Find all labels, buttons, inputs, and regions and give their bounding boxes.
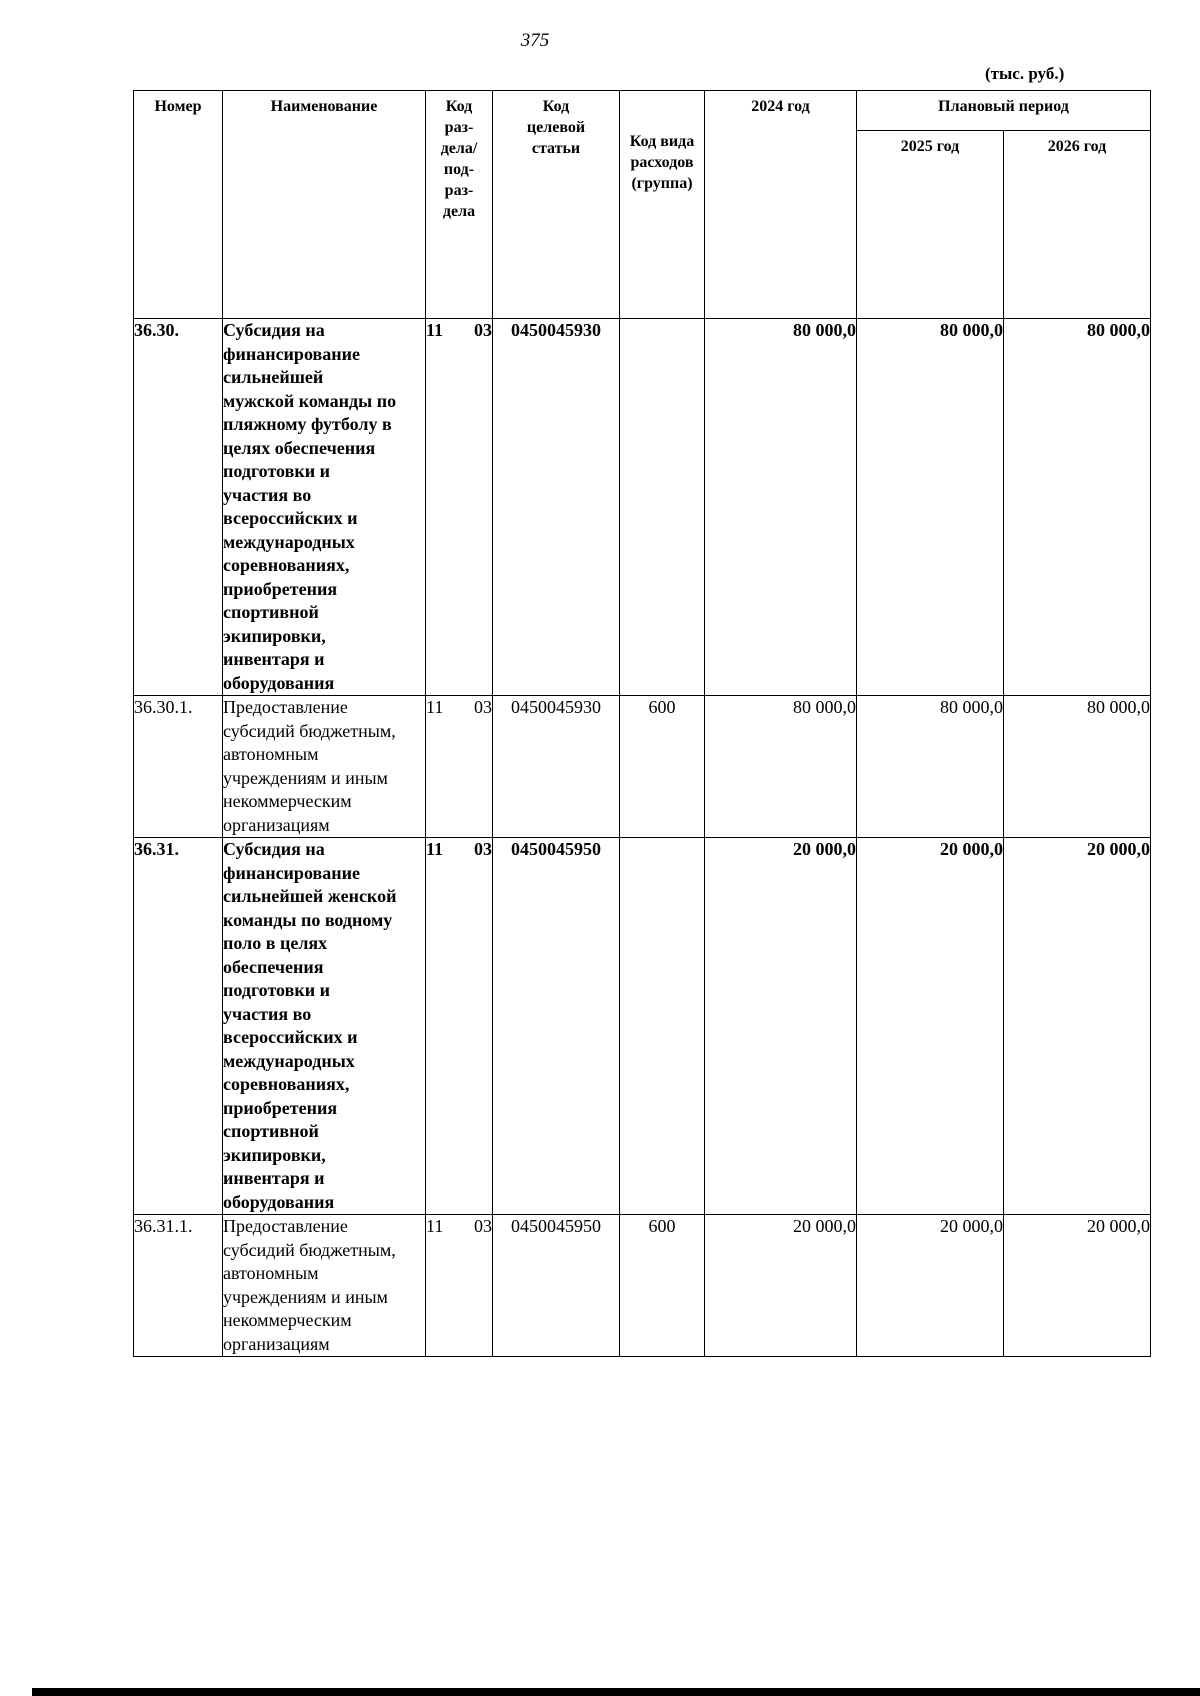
row-amount-2026: 20 000,0 xyxy=(1004,1215,1151,1357)
row-name xyxy=(223,696,426,838)
row-name-line: некоммерческим xyxy=(223,791,352,811)
row-name-line: организациям xyxy=(223,1333,330,1354)
row-amount-2025: 20 000,0 xyxy=(857,1215,1004,1357)
row-name-line: оборудования xyxy=(223,672,335,693)
units-label: (тыс. руб.) xyxy=(985,64,1065,83)
row-name-line: учреждениям и иным xyxy=(223,767,388,788)
row-name-line: организациям xyxy=(223,814,330,835)
table-row xyxy=(134,838,1151,1215)
table-row xyxy=(134,696,1151,838)
row-name-line: автономным xyxy=(223,744,319,764)
row-subsection: 03 xyxy=(474,839,492,859)
row-name xyxy=(223,319,426,696)
row-name-line: приобретения xyxy=(223,578,338,599)
row-name-line: некоммерческим xyxy=(223,1310,352,1330)
header-section-line: Код xyxy=(445,98,473,115)
row-section: 11 xyxy=(426,1216,444,1236)
row-amount-2025: 80 000,0 xyxy=(857,319,1004,696)
row-name-line: инвентаря и xyxy=(223,649,325,669)
row-amount-2025: 80 000,0 xyxy=(857,696,1004,838)
header-name: Наименование xyxy=(223,91,426,319)
row-amount-2025: 20 000,0 xyxy=(857,838,1004,1215)
page-number: 375 xyxy=(520,30,550,51)
row-section-code xyxy=(426,319,493,696)
header-section-line: под- xyxy=(443,161,475,178)
row-name-line: команды по водному xyxy=(223,909,393,930)
row-name-line: соревнованиях, xyxy=(223,555,350,575)
row-subsection: 03 xyxy=(474,697,492,717)
header-planning-period: Плановый период xyxy=(857,91,1151,131)
row-expense-group xyxy=(620,319,705,696)
row-amount-2026: 80 000,0 xyxy=(1004,319,1151,696)
header-section-line: дела xyxy=(442,203,476,220)
header-target-line: целевой xyxy=(526,119,586,136)
row-name-line: целях обеспечения xyxy=(223,437,376,458)
row-name-line: международных xyxy=(223,1050,355,1071)
header-section-line: раз- xyxy=(444,119,474,136)
header-target-line: Код xyxy=(542,98,570,115)
row-name-line: спортивной xyxy=(223,602,319,622)
row-name-line: учреждениям и иным xyxy=(223,1286,388,1307)
row-number: 36.30.1. xyxy=(134,696,223,838)
row-name xyxy=(223,1215,426,1357)
row-name-line: пляжному футболу в xyxy=(223,414,392,434)
header-number: Номер xyxy=(134,91,223,319)
row-name-line: спортивной xyxy=(223,1121,319,1141)
row-name-line: субсидий бюджетным, xyxy=(223,720,396,741)
row-name-line: инвентаря и xyxy=(223,1168,325,1188)
header-expense-type xyxy=(620,91,705,319)
row-name-line: соревнованиях, xyxy=(223,1074,350,1094)
row-name-line: всероссийских и xyxy=(223,508,358,528)
row-section-code xyxy=(426,696,493,838)
row-number: 36.31.1. xyxy=(134,1215,223,1357)
row-amount-2024: 80 000,0 xyxy=(705,696,857,838)
row-expense-group: 600 xyxy=(620,696,705,838)
table-row xyxy=(134,1215,1151,1357)
row-amount-2024: 20 000,0 xyxy=(705,838,857,1215)
row-name-line: субсидий бюджетным, xyxy=(223,1239,396,1260)
row-name-line: Предоставление xyxy=(223,1216,348,1236)
row-number: 36.31. xyxy=(134,838,223,1215)
header-expense-line: Код вида xyxy=(629,133,695,150)
row-name-line: экипировки, xyxy=(223,1144,326,1165)
row-name-line: международных xyxy=(223,531,355,552)
row-name-line: оборудования xyxy=(223,1191,335,1212)
row-name-line: поло в целях xyxy=(223,933,328,953)
row-name-line: обеспечения xyxy=(223,956,324,977)
row-name-line: всероссийских и xyxy=(223,1027,358,1047)
row-expense-group: 600 xyxy=(620,1215,705,1357)
header-expense-line: (группа) xyxy=(631,175,693,192)
header-target-code xyxy=(493,91,620,319)
row-target-code: 0450045950 xyxy=(493,838,620,1215)
row-name xyxy=(223,838,426,1215)
row-name-line: мужской команды по xyxy=(223,390,397,411)
budget-table xyxy=(133,90,1151,1357)
row-name-line: финансирование xyxy=(223,343,360,364)
row-name-line: приобретения xyxy=(223,1097,338,1118)
row-subsection: 03 xyxy=(474,320,492,340)
row-number: 36.30. xyxy=(134,319,223,696)
table-row xyxy=(134,319,1151,696)
row-name-line: автономным xyxy=(223,1263,319,1283)
row-amount-2024: 80 000,0 xyxy=(705,319,857,696)
header-section-code xyxy=(426,91,493,319)
row-section: 11 xyxy=(426,697,444,717)
row-name-line: участия во xyxy=(223,484,312,505)
row-name-line: экипировки, xyxy=(223,625,326,646)
header-expense-line: расходов xyxy=(630,154,694,171)
row-target-code: 0450045930 xyxy=(493,696,620,838)
row-name-line: Субсидия на xyxy=(223,839,325,859)
header-section-line: раз- xyxy=(444,182,474,199)
header-section-line: дела/ xyxy=(440,140,478,157)
row-amount-2026: 20 000,0 xyxy=(1004,838,1151,1215)
row-name-line: Субсидия на xyxy=(223,320,325,340)
row-name-line: подготовки и xyxy=(223,980,330,1000)
row-section-code xyxy=(426,1215,493,1357)
row-target-code: 0450045950 xyxy=(493,1215,620,1357)
header-year-2026: 2026 год xyxy=(1004,131,1151,319)
header-year-2024: 2024 год xyxy=(705,91,857,319)
row-target-code: 0450045930 xyxy=(493,319,620,696)
row-section: 11 xyxy=(426,839,444,859)
row-name-line: сильнейшей женской xyxy=(223,886,397,906)
row-amount-2026: 80 000,0 xyxy=(1004,696,1151,838)
row-name-line: финансирование xyxy=(223,862,360,883)
row-section-code xyxy=(426,838,493,1215)
row-section: 11 xyxy=(426,320,444,340)
row-name-line: Предоставление xyxy=(223,697,348,717)
row-expense-group xyxy=(620,838,705,1215)
header-year-2025: 2025 год xyxy=(857,131,1004,319)
table-header xyxy=(134,91,1151,319)
row-name-line: сильнейшей xyxy=(223,367,324,387)
header-target-line: статьи xyxy=(531,140,581,157)
row-name-line: подготовки и xyxy=(223,461,330,481)
row-subsection: 03 xyxy=(474,1216,492,1236)
row-name-line: участия во xyxy=(223,1003,312,1024)
row-amount-2024: 20 000,0 xyxy=(705,1215,857,1357)
